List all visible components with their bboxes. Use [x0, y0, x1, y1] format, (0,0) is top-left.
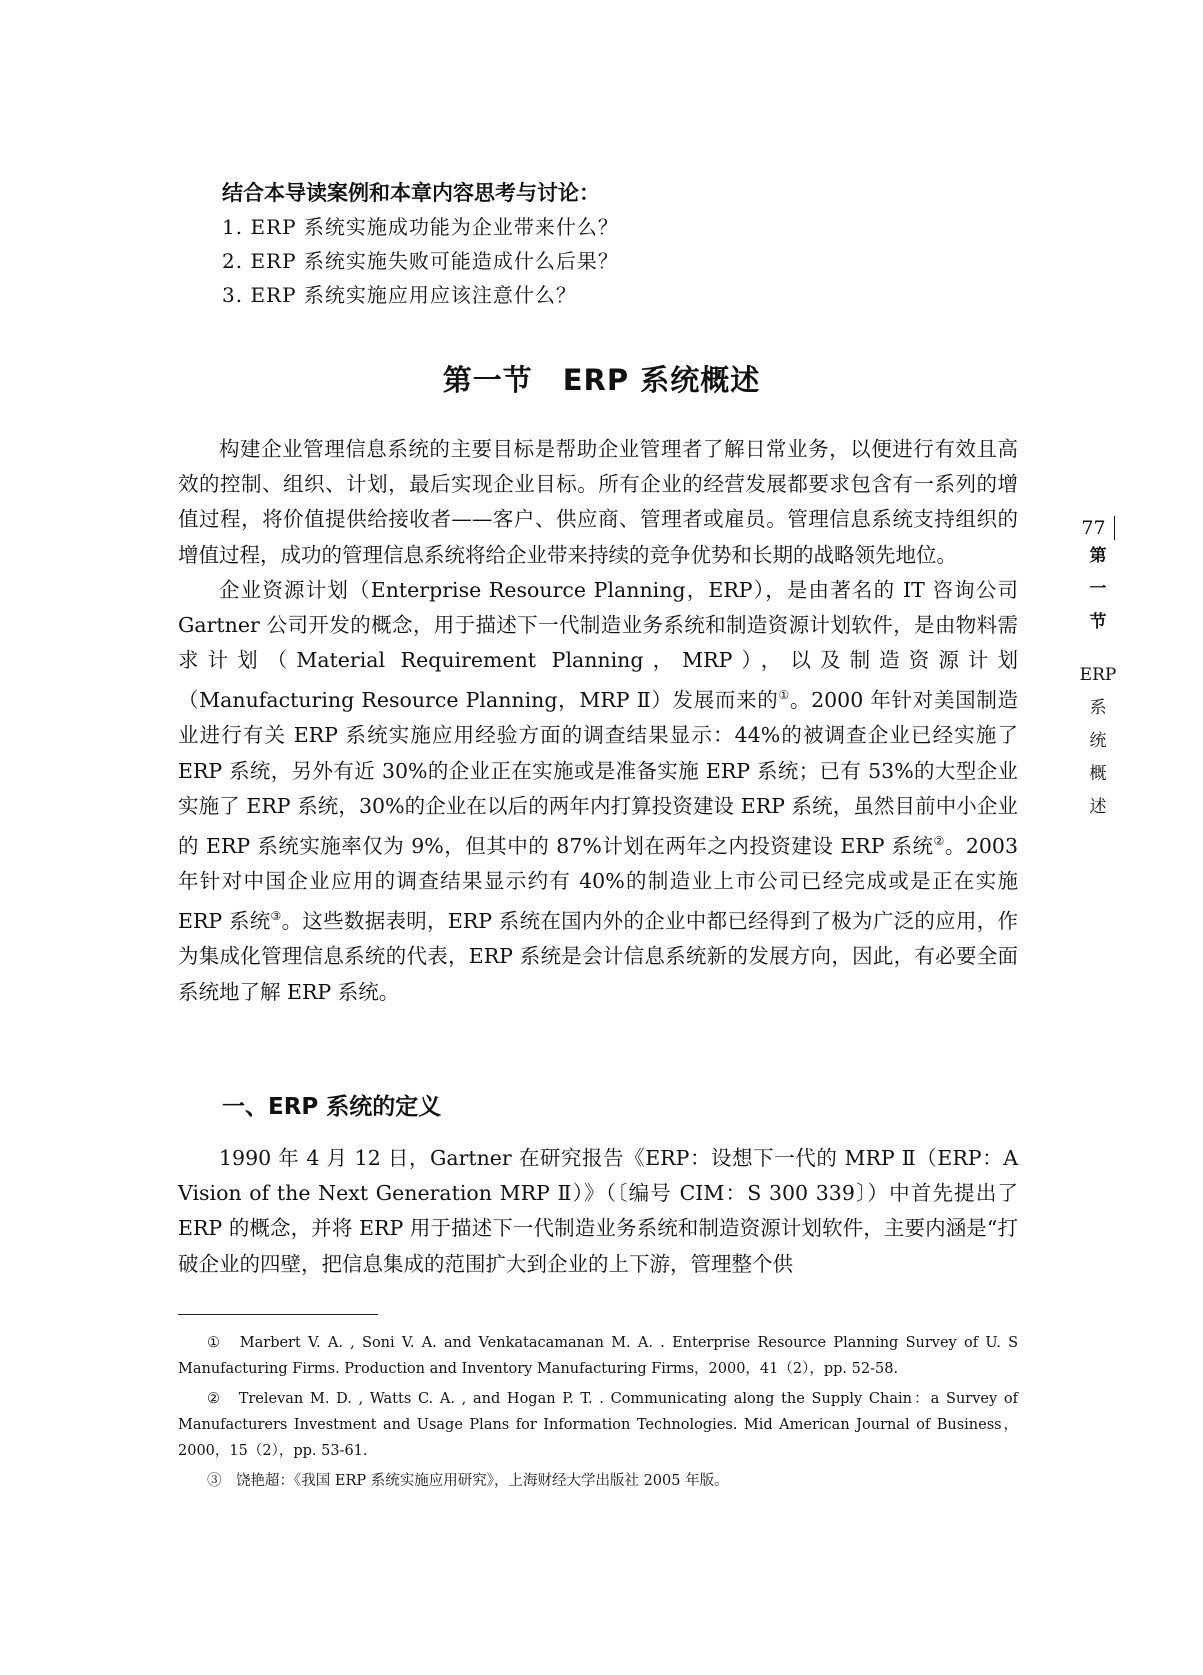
discussion-question: 3. ERP 系统实施应用应该注意什么？	[222, 283, 577, 307]
footnote-ref: ①	[778, 688, 790, 703]
paragraph-segment: 企业资源计划（Enterprise Resource Planning，ERP），是由著名的 IT 咨询公司 Gartner 公司开发的概念，用于描述下一代制造业务系统和制造资源计划软件，是由物料需求计划（Material Requirement Planning，MRP），以及制造资源计划（Manufacturing Resource Planning，MRP Ⅱ）发展而来的	[178, 577, 1018, 713]
footnote: ③ 饶艳超：《我国 ERP 系统实施应用研究》，上海财经大学出版社 2005 年版。	[207, 1473, 729, 1489]
margin-char: 概	[1089, 764, 1107, 784]
margin-char: 系	[1089, 698, 1107, 718]
margin-char: 节	[1089, 612, 1107, 632]
sub-heading: 一、ERP 系统的定义	[222, 1094, 442, 1120]
paragraph: 1990 年 4 月 12 日，Gartner 在研究报告《ERP：设想下一代的 MRP Ⅱ（ERP：A Vision of the Next Generation MRP Ⅱ）》（〔编号 CIM：S 300 339〕）中首先提出了 ERP 的概念，并将 ERP 用于描述下一代制造业务系统和制造资源计划软件，主要内涵是“打破企业的四壁，把信息集成的范围扩大到企业的上下游，管理整个供	[178, 1146, 1018, 1276]
section-title: 第一节 ERP 系统概述	[442, 363, 761, 397]
discussion-block	[222, 176, 1002, 312]
margin-char: 述	[1089, 797, 1107, 817]
paragraph	[178, 573, 1018, 1010]
margin-running-head	[1062, 516, 1134, 824]
footnote-ref: ②	[933, 834, 945, 849]
footnote: ② Trelevan M. D. , Watts C. A. , and Hogan P. T. . Communicating along the Supply Chain：a Survey of Manufacturers Investment and Usage Plans for Information Technologies. Mid American Journal of Business，2000，15（2），pp. 53-61.	[178, 1391, 1018, 1459]
margin-char: ERP	[1079, 665, 1117, 685]
margin-char: 统	[1089, 731, 1107, 751]
paragraph-segment: 。2003 年针对中国企业应用的调查结果显示约有 40%的制造业上市公司已经完成或是正在实施 ERP 系统	[178, 833, 1018, 934]
page-number: 77	[1081, 516, 1114, 540]
footnote: ① Marbert V. A. , Soni V. A. and Venkatacamanan M. A. . Enterprise Resource Planning Survey of U. S Manufacturing Firms. Production and Inventory Manufacturing Firms，2000，41（2），pp. 52-58.	[178, 1335, 1018, 1377]
margin-char: 一	[1089, 579, 1107, 599]
paragraph-segment: 。2000 年针对美国制造业进行有关 ERP 系统实施应用经验方面的调查结果显示：44%的被调查企业已经实施了 ERP 系统，另外有近 30%的企业正在实施或是准备实施 ERP 系统；已有 53%的大型企业实施了 ERP 系统，30%的企业在以后的两年内打算投资建设 ERP 系统，虽然目前中小企业的 ERP 系统实施率仅为 9%，但其中的 87%计划在两年之内投资建设 ERP 系统	[178, 688, 1018, 858]
discussion-question: 1. ERP 系统实施成功能为企业带来什么？	[222, 215, 619, 239]
discussion-question: 2. ERP 系统实施失败可能造成什么后果？	[222, 249, 619, 273]
footnote-ref: ③	[270, 909, 282, 924]
margin-char: 第	[1089, 546, 1107, 566]
body-text	[178, 432, 1018, 1010]
paragraph-segment: 。这些数据表明，ERP 系统在国内外的企业中都已经得到了极为广泛的应用，作为集成化管理信息系统的代表，ERP 系统是会计信息系统新的发展方向，因此，有必要全面系统地了解 ERP 系统。	[178, 909, 1018, 1004]
discussion-heading: 结合本导读案例和本章内容思考与讨论：	[222, 181, 600, 205]
footnote-divider	[178, 1314, 378, 1315]
footnotes	[178, 1330, 1018, 1498]
body-text-2	[178, 1141, 1018, 1282]
paragraph: 构建企业管理信息系统的主要目标是帮助企业管理者了解日常业务，以便进行有效且高效的控制、组织、计划，最后实现企业目标。所有企业的经营发展都要求包含有一系列的增值过程，将价值提供给接收者——客户、供应商、管理者或雇员。管理信息系统支持组织的增值过程，成功的管理信息系统将给企业带来持续的竞争优势和长期的战略领先地位。	[178, 437, 1018, 567]
